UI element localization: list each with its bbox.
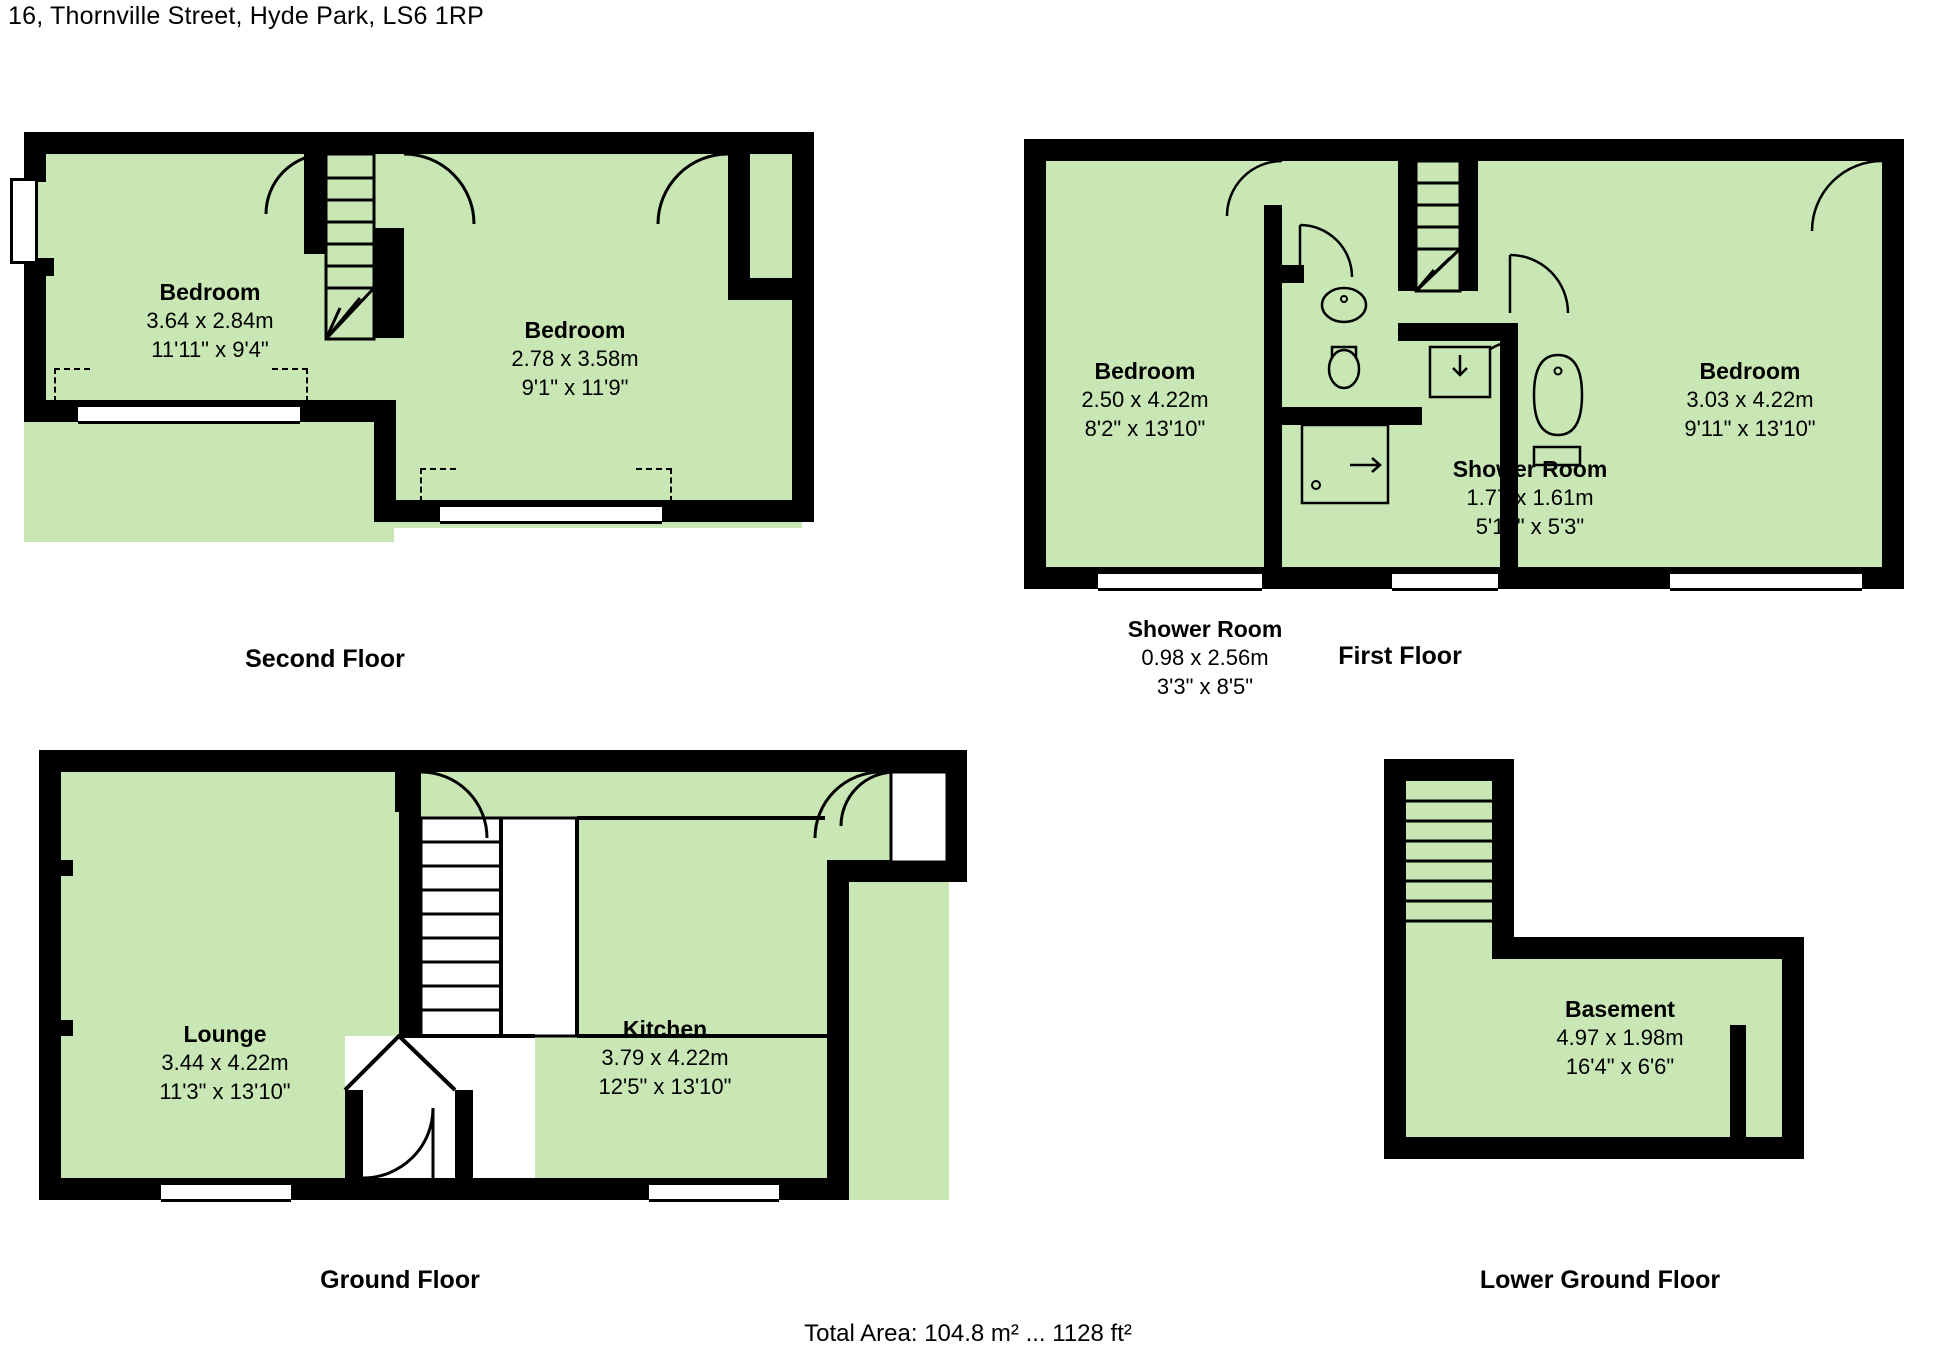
room-name: Shower Room: [1127, 616, 1283, 642]
room-metric: 3.79 x 4.22m: [601, 1045, 729, 1071]
first-floor-plan: [1010, 125, 1910, 595]
second-floor-alcove-line-2: [54, 368, 90, 370]
caption-second-floor: Second Floor: [245, 645, 405, 673]
room-imperial: 16'4" x 6'6": [1565, 1053, 1675, 1079]
room-metric: 0.98 x 2.56m: [1141, 645, 1269, 671]
second-floor-alcove-line-5: [420, 468, 422, 502]
basement-staircase: [1370, 745, 1850, 1175]
room-imperial: 11'11" x 9'4": [151, 336, 269, 362]
room-metric: 3.44 x 4.22m: [161, 1050, 289, 1076]
room-imperial: 5'10" x 5'3": [1475, 513, 1585, 539]
room-name: Lounge: [183, 1021, 267, 1047]
room-imperial: 11'3" x 13'10": [159, 1078, 291, 1104]
ground-floor-window-kitchen: [649, 1182, 779, 1202]
ground-floor-staircase: [15, 730, 975, 1220]
room-name: Basement: [1565, 996, 1675, 1022]
second-floor-window-left: [78, 404, 300, 424]
room-metric: 1.77 x 1.61m: [1466, 485, 1594, 511]
room-label-lounge: [75, 1020, 375, 1106]
room-label-first-shower-room: [1390, 455, 1670, 541]
first-floor-window-right: [1670, 571, 1862, 591]
total-area: Total Area: 104.8 m² ... 1128 ft²: [804, 1320, 1132, 1347]
room-label-first-bedroom-left: [1020, 357, 1270, 443]
caption-ground-floor: Ground Floor: [320, 1266, 480, 1294]
room-metric: 2.78 x 3.58m: [511, 346, 639, 372]
room-metric: 3.64 x 2.84m: [146, 308, 274, 334]
ground-floor-window-lounge: [161, 1182, 291, 1202]
room-metric: 2.50 x 4.22m: [1081, 387, 1209, 413]
room-label-second-bedroom-2: [430, 316, 720, 402]
room-name: Kitchen: [622, 1016, 708, 1042]
lower-ground-floor-plan: [1370, 745, 1850, 1225]
room-label-basement: [1480, 995, 1760, 1081]
second-floor-alcove-line-1: [54, 368, 56, 402]
first-floor-window-middle: [1392, 571, 1498, 591]
room-metric: 4.97 x 1.98m: [1556, 1025, 1684, 1051]
room-imperial: 12'5" x 13'10": [598, 1073, 732, 1099]
second-floor-alcove-line-6: [420, 468, 456, 470]
room-imperial: 9'11" x 13'10": [1684, 415, 1816, 441]
second-floor-window-right: [440, 504, 662, 524]
room-imperial: 9'1" x 11'9": [521, 374, 629, 400]
room-metric: 3.03 x 4.22m: [1686, 387, 1814, 413]
room-imperial: 3'3" x 8'5": [1156, 673, 1254, 699]
property-address: 16, Thornville Street, Hyde Park, LS6 1RP: [8, 2, 485, 30]
room-label-kitchen: [515, 1015, 815, 1101]
room-label-second-bedroom-1: [65, 278, 355, 364]
room-imperial: 8'2" x 13'10": [1084, 415, 1206, 441]
caption-first-floor: First Floor: [1338, 642, 1462, 670]
ground-floor-plan: [15, 730, 975, 1220]
room-label-first-bedroom-right: [1610, 357, 1890, 443]
first-floor-window-left: [1098, 571, 1262, 591]
room-name: Bedroom: [524, 317, 626, 343]
second-floor-plan: [10, 118, 810, 538]
second-floor-alcove-line-3: [306, 368, 308, 402]
second-floor-alcove-line-4: [272, 368, 308, 370]
second-floor-alcove-line-8: [636, 468, 672, 470]
room-name: Bedroom: [159, 279, 261, 305]
second-floor-alcove-line-7: [670, 468, 672, 502]
room-name: Bedroom: [1094, 358, 1196, 384]
caption-lower-ground-floor: Lower Ground Floor: [1479, 1266, 1721, 1294]
room-name: Bedroom: [1699, 358, 1801, 384]
room-name: Shower Room: [1452, 456, 1608, 482]
